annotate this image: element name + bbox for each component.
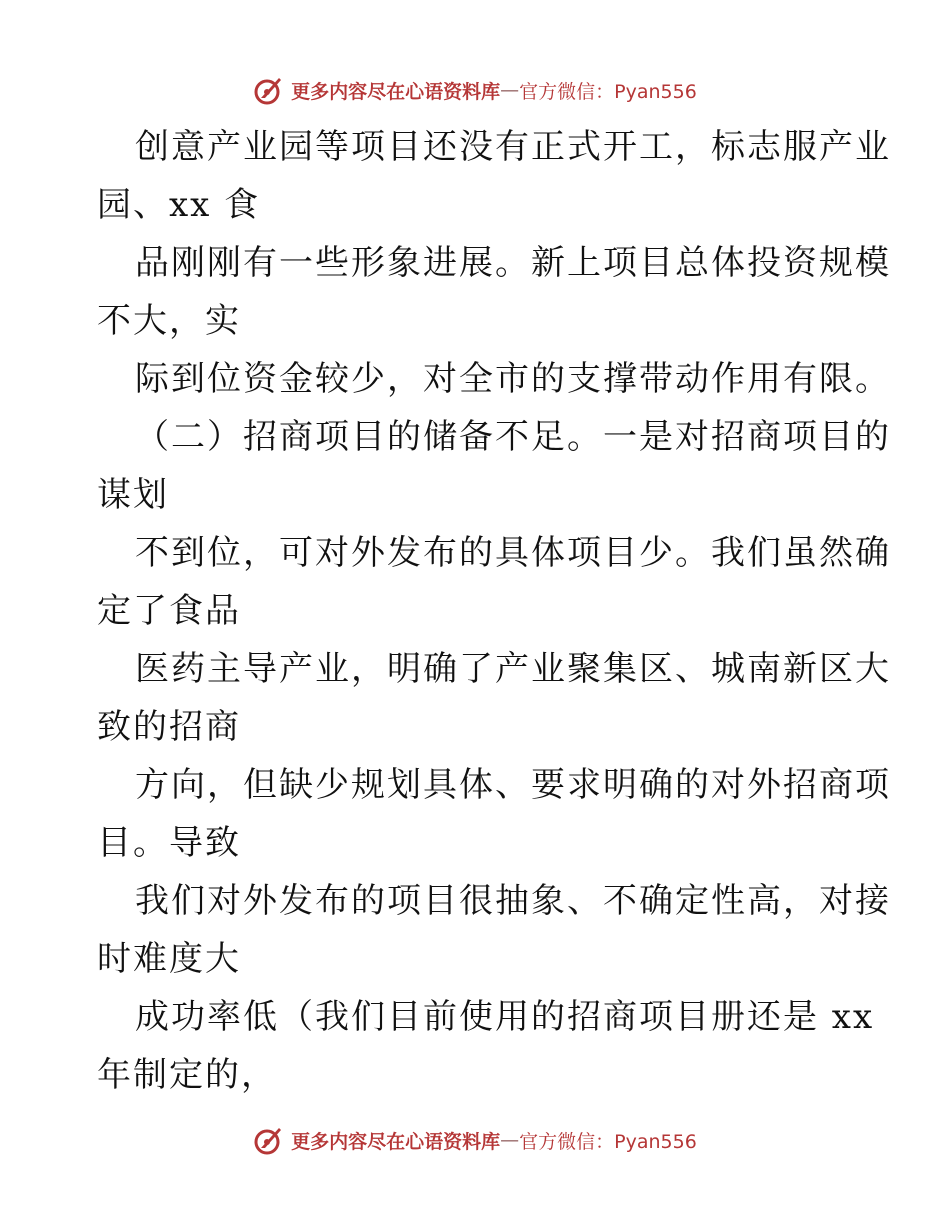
body-line: 目。导致 — [97, 823, 241, 863]
body-line: 致的招商 — [97, 707, 241, 747]
body-line: 定了食品 — [97, 591, 241, 631]
body-line: 医药主导产业，明确了产业聚集区、城南新区大 — [135, 649, 891, 689]
body-line: （二）招商项目的储备不足。一是对招商项目的 — [135, 417, 891, 457]
quill-logo-icon — [253, 74, 285, 106]
footer-watermark-banner — [0, 1120, 950, 1160]
body-line: 际到位资金较少，对全市的支撑带动作用有限。 — [135, 359, 891, 399]
header-brand-text: 更多内容尽在心语资料库 — [291, 80, 501, 103]
header-wechat-text: 官方微信：Pyan556 — [519, 80, 697, 103]
body-line: 不到位，可对外发布的具体项目少。我们虽然确 — [135, 533, 891, 573]
footer-wechat-text: 官方微信：Pyan556 — [519, 1130, 697, 1153]
body-line: 方向，但缺少规划具体、要求明确的对外招商项 — [135, 765, 891, 805]
body-line: 我们对外发布的项目很抽象、不确定性高，对接 — [135, 881, 891, 921]
body-line: 成功率低（我们目前使用的招商项目册还是 xx — [135, 997, 875, 1037]
body-line: 品刚刚有一些形象进展。新上项目总体投资规模 — [135, 243, 891, 283]
body-line: 谋划 — [97, 475, 169, 515]
body-line: 不大，实 — [97, 301, 241, 341]
footer-separator: — — [500, 1129, 520, 1151]
body-line: 时难度大 — [97, 939, 241, 979]
quill-logo-icon — [253, 1124, 285, 1156]
header-separator: — — [500, 79, 520, 101]
body-line: 园、xx 食 — [97, 185, 261, 225]
body-line: 创意产业园等项目还没有正式开工，标志服产业 — [135, 127, 891, 167]
footer-brand-text: 更多内容尽在心语资料库 — [291, 1130, 501, 1153]
header-watermark-banner — [0, 70, 950, 110]
body-line: 年制定的， — [97, 1055, 277, 1095]
